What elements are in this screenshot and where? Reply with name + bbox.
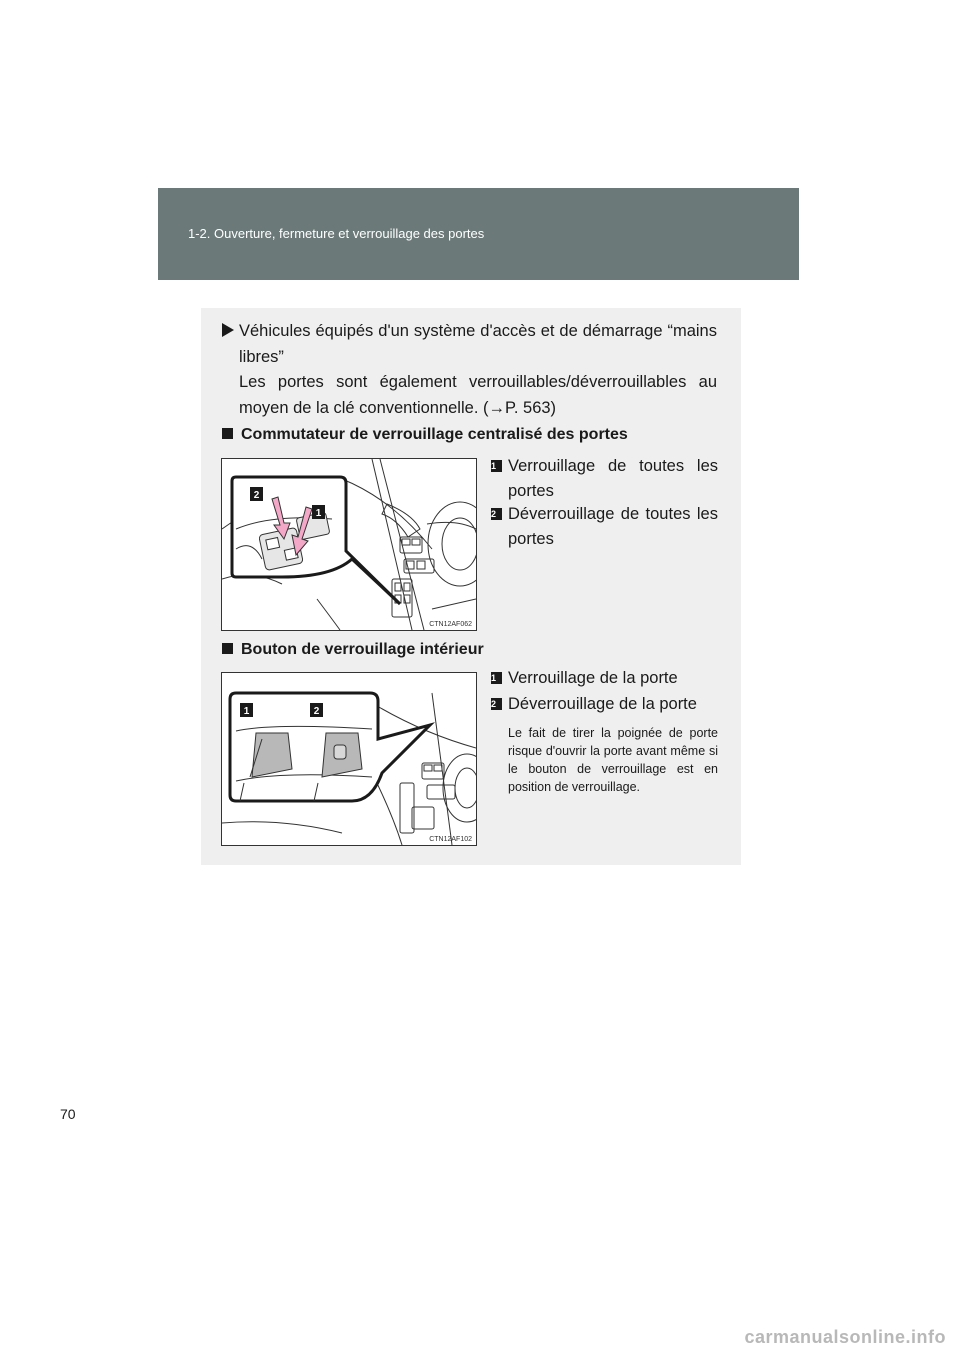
figure-code: CTN12AF062 (429, 621, 472, 628)
figure-interior-lock-button (221, 672, 477, 846)
list-item: 2 Déverrouillage de la porte (491, 695, 697, 713)
callout-label-2 (310, 703, 323, 717)
square-bullet-icon (222, 428, 233, 439)
number-badge: 1 (491, 672, 502, 684)
section-heading-interior-lock: Bouton de verrouillage intérieur (222, 641, 484, 659)
list-item: 1 Verrouillage de la porte (491, 669, 678, 687)
page-number: 70 (60, 1106, 76, 1122)
svg-text:1: 1 (243, 706, 250, 717)
list-item: 2 Déverrouillage de toutes les portes (491, 505, 718, 548)
page-reference[interactable]: P. 563) (504, 399, 557, 417)
content-box (201, 308, 741, 865)
triangle-bullet-icon (222, 323, 234, 337)
square-bullet-icon (222, 643, 233, 654)
callout-label-2 (250, 487, 263, 501)
header-band (158, 188, 799, 280)
note-text: Le fait de tirer la poignée de porte risque d'ouvrir la porte avant même si le bouton de verrouillage est en position de verrouillage. (508, 726, 718, 794)
figure-central-lock-switch (221, 458, 477, 631)
watermark: carmanualsonline.info (744, 1327, 946, 1347)
section-heading-central-lock: Commutateur de verrouillage centralisé des portes (222, 426, 628, 444)
number-badge: 1 (491, 460, 502, 472)
figure-code: CTN12AF102 (429, 836, 472, 843)
number-badge: 2 (491, 698, 502, 710)
callout-label-1 (312, 505, 325, 519)
number-badge: 2 (491, 508, 502, 520)
list-item: 1 Verrouillage de toutes les portes (491, 457, 718, 500)
svg-text:2: 2 (313, 706, 320, 717)
svg-text:1: 1 (315, 508, 322, 519)
intro-body: Les portes sont également verrouillables/déverrouillables au moyen de la clé conventionnelle. (→P. 563) (239, 373, 717, 417)
callout-label-1 (240, 703, 253, 717)
door-switch-illustration (222, 459, 476, 630)
door-lock-button-illustration (222, 673, 476, 845)
intro-bullet-title: Véhicules équipés d'un système d'accès et de démarrage “mains libres” (239, 318, 717, 370)
svg-text:2: 2 (253, 490, 260, 501)
arrow-right-icon: → (488, 399, 505, 417)
section-title: 1-2. Ouverture, fermeture et verrouillage des portes (188, 226, 485, 241)
